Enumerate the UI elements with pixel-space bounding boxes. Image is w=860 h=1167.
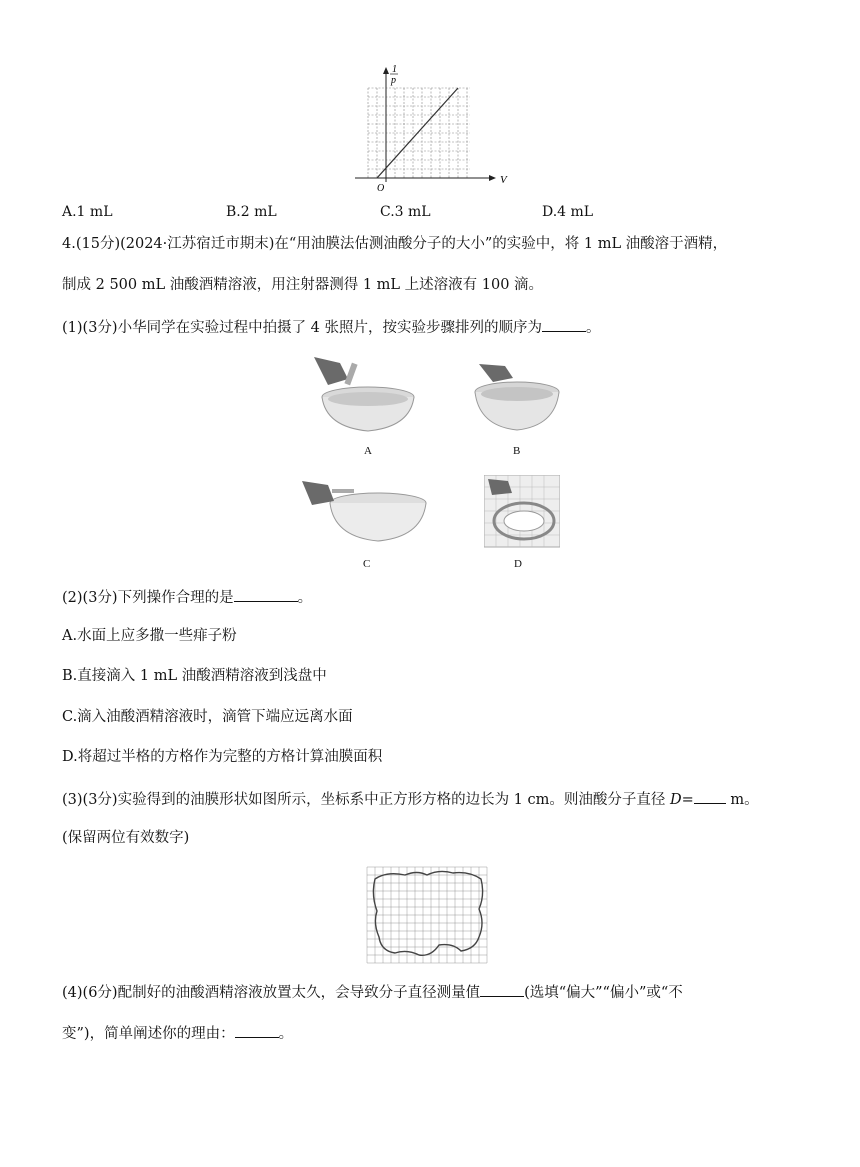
answer-blank-4a[interactable] [480, 984, 524, 997]
sub2-option-d[interactable]: D.将超过半格的方格作为完整的方格计算油膜面积 [62, 749, 383, 765]
option-c[interactable]: C.3 mL [380, 204, 431, 220]
graph-grid [368, 88, 470, 178]
photo-b [465, 360, 565, 445]
sub-question-3: (3)(3分)实验得到的油膜形状如图所示，坐标系中正方形方格的边长为 1 cm。则油酸分子直径 D= m。 [62, 792, 759, 808]
option-b[interactable]: B.2 mL [226, 204, 277, 220]
answer-blank-3[interactable] [694, 791, 726, 804]
sub2-option-a[interactable]: A.水面上应多撒一些痱子粉 [62, 628, 237, 644]
photo-d [484, 475, 560, 555]
oil-film-grid-figure [365, 865, 495, 965]
sub-question-1-text: (1)(3分)小华同学在实验过程中拍摄了 4 张照片，按实验步骤排列的顺序为 [62, 320, 543, 336]
sub-question-3-note: (保留两位有效数字) [62, 830, 190, 846]
photo-c-label: C [363, 558, 371, 570]
y-axis-arrow [383, 67, 389, 74]
x-axis-arrow [489, 175, 496, 181]
y-label-numerator: 1 [392, 64, 397, 75]
origin-label: O [377, 183, 385, 194]
sub-question-4-line2: 变”)，简单阐述你的理由： 。 [62, 1026, 294, 1042]
sub-question-1: (1)(3分)小华同学在实验过程中拍摄了 4 张照片，按实验步骤排列的顺序为 。 [62, 320, 601, 336]
oil-film-outline [373, 871, 482, 955]
photo-c [300, 475, 430, 555]
y-label-denominator: p [391, 75, 396, 86]
sub2-option-c[interactable]: C.滴入油酸酒精溶液时，滴管下端应远离水面 [62, 709, 353, 725]
photo-b-label: B [513, 445, 521, 457]
sub-question-4-text: (4)(6分)配制好的油酸酒精溶液放置太久，会导致分子直径测量值 [62, 985, 481, 1001]
option-d[interactable]: D.4 mL [542, 204, 594, 220]
option-a[interactable]: A.1 mL [62, 204, 113, 220]
answer-blank-1[interactable] [542, 319, 586, 332]
inverse-pressure-volume-graph [350, 60, 510, 195]
photo-a-label: A [364, 445, 372, 457]
answer-blank-2[interactable] [234, 589, 298, 602]
photo-d-label: D [514, 558, 522, 570]
question-4-stem-line1: 4.(15分)(2024·江苏宿迁市期末)在“用油膜法估测油酸分子的大小”的实验中，将 1 mL 油酸溶于酒精， [62, 236, 728, 252]
x-axis-label: V [500, 174, 507, 186]
sub-question-2-text: (2)(3分)下列操作合理的是 [62, 590, 234, 606]
sub-question-2: (2)(3分)下列操作合理的是 。 [62, 590, 313, 606]
sub2-option-b[interactable]: B.直接滴入 1 mL 油酸酒精溶液到浅盘中 [62, 668, 327, 684]
answer-blank-4b[interactable] [235, 1025, 279, 1038]
question-4-stem-line2: 制成 2 500 mL 油酸酒精溶液，用注射器测得 1 mL 上述溶液有 100 滴。 [62, 277, 544, 293]
sub-question-4: (4)(6分)配制好的油酸酒精溶液放置太久，会导致分子直径测量值 (选填“偏大”“偏小”或“不 [62, 985, 683, 1001]
photo-a [310, 355, 420, 445]
sub-question-3-text: (3)(3分)实验得到的油膜形状如图所示，坐标系中正方形方格的边长为 1 cm。则油酸分子直径 [62, 792, 670, 808]
sub-question-4-reason: 变”)，简单阐述你的理由： [62, 1026, 235, 1042]
diameter-symbol: D [670, 792, 682, 808]
